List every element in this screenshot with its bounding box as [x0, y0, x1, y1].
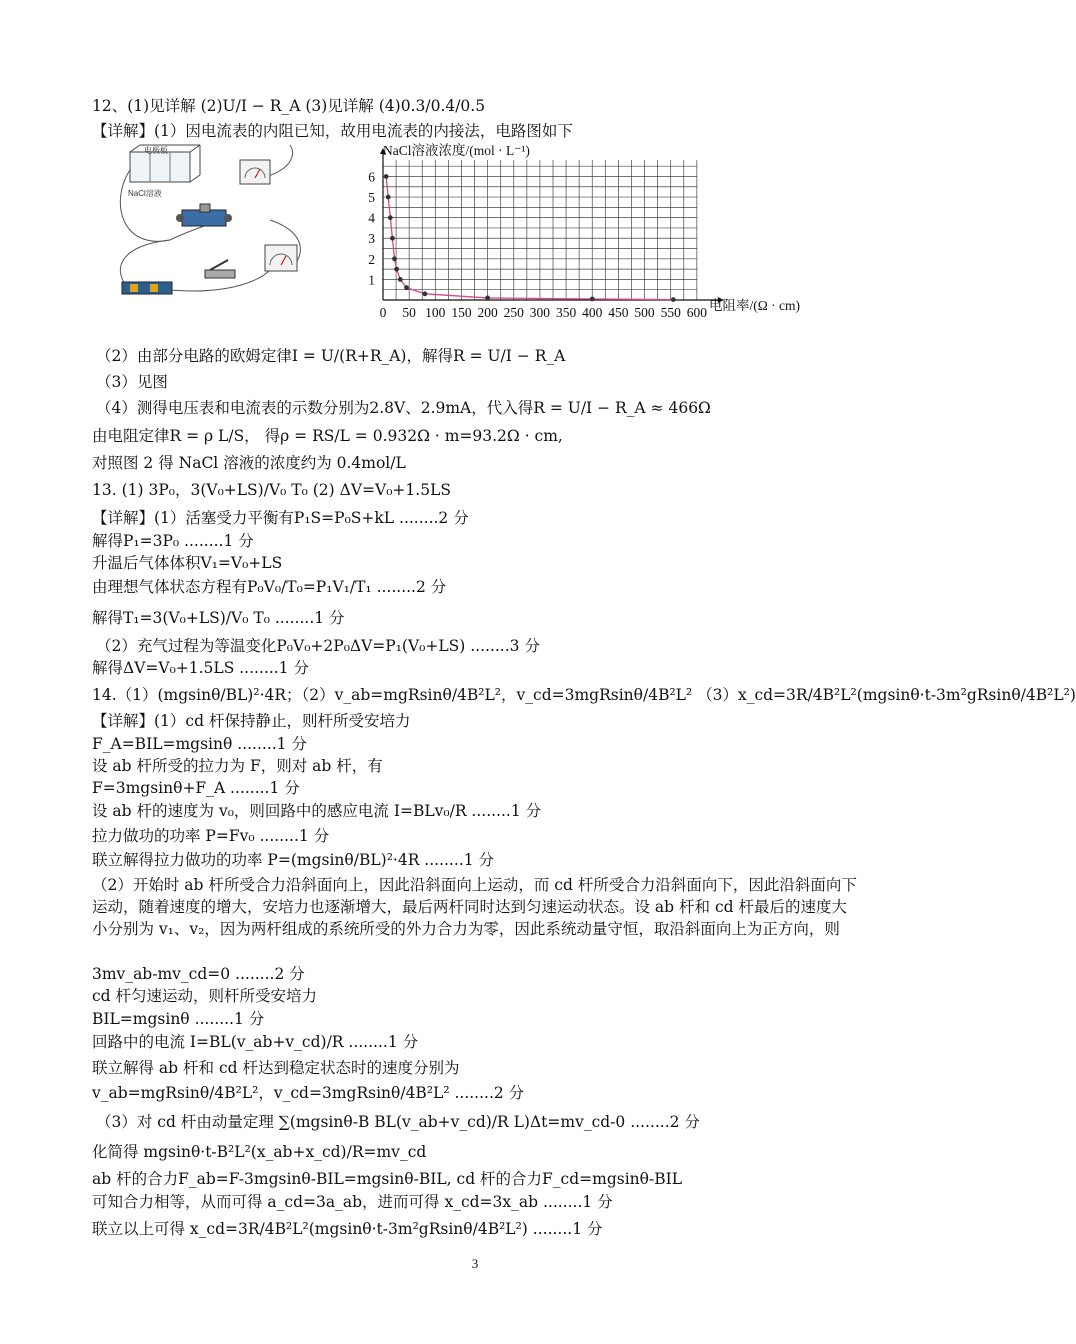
concentration-chart — [355, 140, 825, 330]
text-line: （2）充气过程为等温变化P₀V₀+2P₀ΔV=P₁(V₀+LS) ........3 分 — [96, 637, 540, 655]
x-tick-label: 250 — [503, 305, 524, 320]
text-line: （3）对 cd 杆由动量定理 ∑(mgsinθ-B BL(v_ab+v_cd)/R L)Δt=mv_cd-0 ........2 分 — [96, 1113, 700, 1131]
data-point — [388, 215, 393, 220]
x-tick-label: 300 — [529, 305, 551, 320]
text-line: 设 ab 杆所受的拉力为 F，则对 ab 杆，有 — [92, 757, 383, 775]
text-line: 解得P₁=3P₀ ........1 分 — [92, 532, 254, 550]
x-tick-label: 0 — [379, 305, 387, 320]
x-tick-label: 600 — [686, 305, 707, 320]
ammeter-icon — [240, 160, 270, 184]
text-line: 14.（1）(mgsinθ/BL)²·4R；（2）v_ab=mgRsinθ/4B²L²，v_cd=3mgRsinθ/4B²L² （3）x_cd=3R/4B²L²(mgsinθ·t-3m²gRsinθ/4B²L²) — [92, 686, 1076, 704]
data-point — [394, 267, 399, 272]
chart-grid — [383, 160, 697, 300]
y-axis-label: NaCl溶液浓度/(mol · L⁻¹) — [383, 143, 530, 158]
text-line: 3mv_ab-mv_cd=0 ........2 分 — [92, 965, 305, 983]
data-point — [398, 277, 403, 282]
data-point — [390, 236, 395, 241]
text-line: 解得T₁=3(V₀+LS)/V₀ T₀ ........1 分 — [92, 609, 345, 627]
y-tick-label: 1 — [368, 272, 375, 288]
rheostat-icon — [176, 204, 232, 226]
solution-label: NaCl溶液 — [128, 189, 162, 198]
x-tick-label: 200 — [477, 305, 498, 320]
text-line: （4）测得电压表和电流表的示数分别为2.8V、2.9mA，代入得R = U/I − R_A ≈ 466Ω — [96, 399, 711, 417]
text-line: BIL=mgsinθ ........1 分 — [92, 1010, 265, 1028]
y-tick-label: 6 — [368, 169, 375, 185]
data-point — [386, 195, 391, 200]
text-line: 【详解】(1）活塞受力平衡有P₁S=P₀S+kL ........2 分 — [92, 509, 469, 527]
text-line: （3）见图 — [96, 373, 168, 391]
voltmeter-icon — [265, 245, 297, 271]
data-point — [485, 296, 490, 301]
battery-icon — [122, 282, 172, 294]
x-tick-label: 100 — [425, 305, 446, 320]
data-point — [422, 291, 427, 296]
text-line: 化简得 mgsinθ·t-B²L²(x_ab+x_cd)/R=mv_cd — [92, 1143, 427, 1161]
text-line: 可知合力相等，从而可得 a_cd=3a_ab，进而可得 x_cd=3x_ab ........1 分 — [92, 1193, 613, 1211]
text-line: 升温后气体体积V₁=V₀+LS — [92, 554, 283, 572]
y-tick-label: 2 — [368, 251, 375, 267]
x-tick-label: 550 — [660, 305, 681, 320]
x-axis-label: 电阻率/(Ω · cm) — [709, 298, 801, 313]
data-point — [384, 174, 389, 179]
text-line: 【详解】(1）cd 杆保持静止，则杆所受安培力 — [92, 712, 411, 730]
text-line: （2）由部分电路的欧姆定律I = U/(R+R_A)，解得R = U/I − R_A — [96, 347, 566, 365]
text-line: ab 杆的合力F_ab=F-3mgsinθ-BIL=mgsinθ-BIL, cd 杆的合力F_cd=mgsinθ-BIL — [92, 1170, 683, 1188]
text-line: F=3mgsinθ+F_A ........1 分 — [92, 779, 300, 797]
text-line: 对照图 2 得 NaCl 溶液的浓度约为 0.4mol/L — [92, 454, 406, 472]
x-tick-label: 150 — [451, 305, 472, 320]
text-line: 拉力做功的功率 P=Fv₀ ........1 分 — [92, 827, 330, 845]
text-line: 联立解得 ab 杆和 cd 杆达到稳定状态时的速度分别为 — [92, 1059, 460, 1077]
data-point — [392, 256, 397, 261]
y-tick-label: 5 — [368, 190, 375, 206]
text-line: cd 杆匀速运动，则杆所受安培力 — [92, 987, 318, 1005]
chart-ticks — [368, 169, 707, 320]
y-tick-label: 4 — [368, 210, 375, 226]
x-tick-label: 400 — [582, 305, 603, 320]
page-number: 3 — [471, 1256, 479, 1271]
text-line: v_ab=mgRsinθ/4B²L²，v_cd=3mgRsinθ/4B²L² ........2 分 — [92, 1084, 525, 1102]
x-tick-label: 50 — [402, 305, 416, 320]
switch-icon — [205, 260, 235, 278]
y-tick-label: 3 — [368, 231, 375, 247]
x-tick-label: 450 — [608, 305, 629, 320]
text-line: F_A=BIL=mgsinθ ........1 分 — [92, 735, 307, 753]
plate-label: 电极板 — [144, 146, 168, 155]
x-tick-label: 500 — [634, 305, 655, 320]
text-line: 【详解】(1）因电流表的内阻已知，故用电流表的内接法，电路图如下 — [92, 122, 573, 140]
text-line: 13. (1) 3P₀，3(V₀+LS)/V₀ T₀ (2) ΔV=V₀+1.5LS — [92, 481, 451, 499]
paragraph-14-2: （2）开始时 ab 杆所受合力沿斜面向上，因此沿斜面向上运动，而 cd 杆所受合力沿斜面向下，因此沿斜面向下运动，随着速度的增大，安培力也逐渐增大，最后两杆同时达到匀速运动状态。设 ab 杆和 cd 杆最后的速度大小分别为 v₁、v₂，因为两杆组成的系统所受的外力合力为零，因此系统动量守恒，取沿斜面向上为正方向，则 — [92, 876, 857, 938]
x-tick-label: 350 — [555, 305, 577, 320]
text-line: 12、(1)见详解 (2)U/I − R_A (3)见详解 (4)0.3/0.4/0.5 — [92, 97, 486, 115]
circuit-diagram — [110, 140, 310, 310]
text-line: 由理想气体状态方程有P₀V₀/T₀=P₁V₁/T₁ ........2 分 — [92, 578, 447, 596]
text-line: 回路中的电流 I=BL(v_ab+v_cd)/R ........1 分 — [92, 1033, 419, 1051]
text-line: 联立解得拉力做功的功率 P=(mgsinθ/BL)²·4R ........1 分 — [92, 851, 494, 869]
data-point — [590, 297, 595, 302]
data-point — [671, 297, 676, 302]
text-line: 设 ab 杆的速度为 v₀，则回路中的感应电流 I=BLv₀/R ........1 分 — [92, 802, 542, 820]
text-line: 联立以上可得 x_cd=3R/4B²L²(mgsinθ·t-3m²gRsinθ/4B²L²) ........1 分 — [92, 1220, 603, 1238]
text-line: 解得ΔV=V₀+1.5LS ........1 分 — [92, 659, 309, 677]
text-line: 由电阻定律R = ρ L/S， 得ρ = RS/L = 0.932Ω · m=93.2Ω · cm, — [92, 427, 563, 445]
data-point — [404, 285, 409, 290]
